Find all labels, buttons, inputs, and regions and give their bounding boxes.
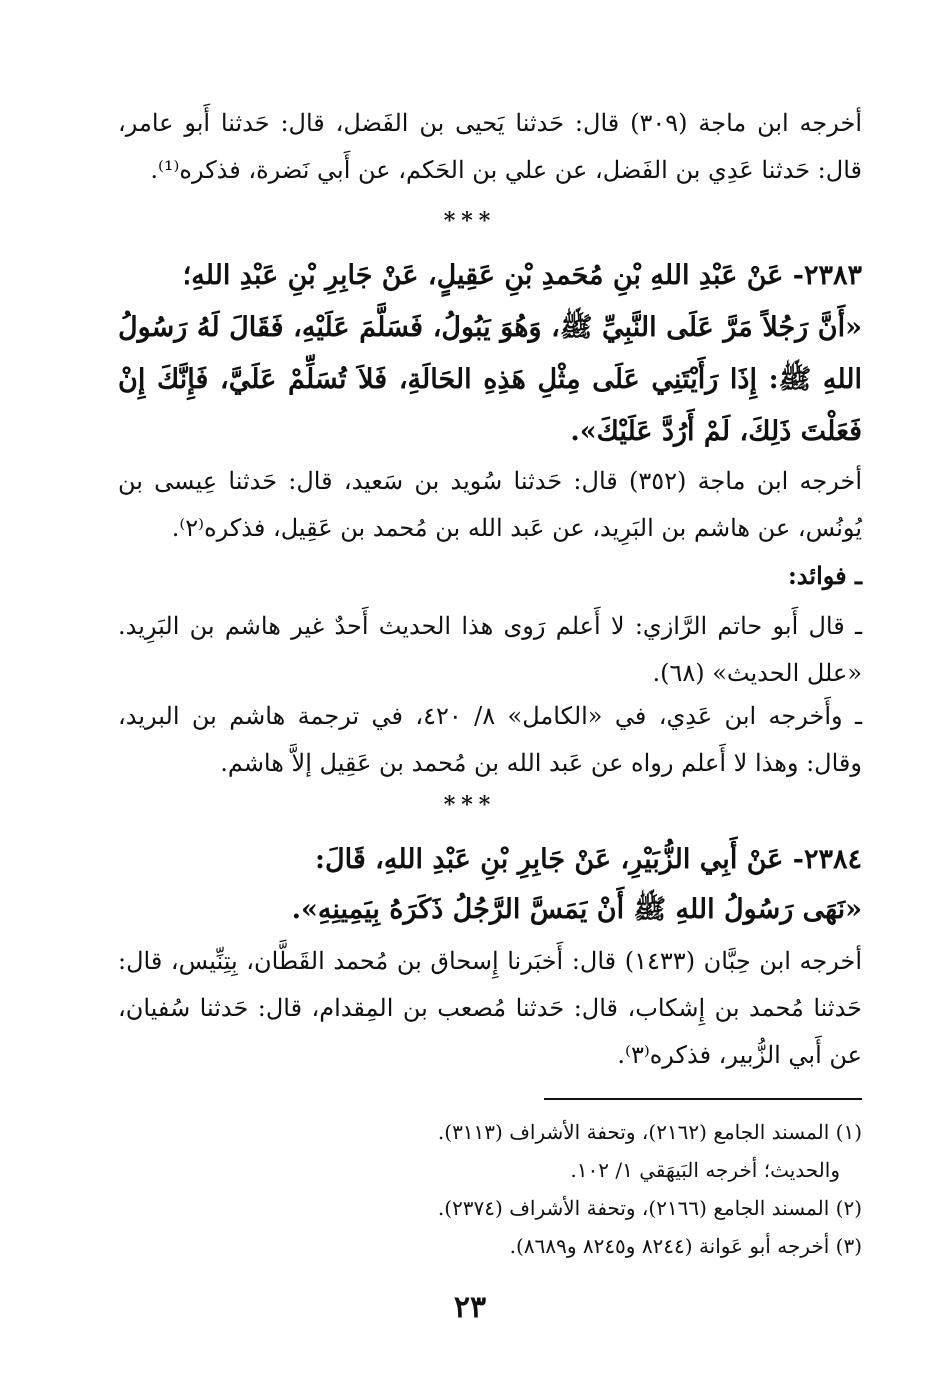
hadith-2384-text: «نَهَى رَسُولُ اللهِ ﷺ أَنْ يَمَسَّ الرَّجُلُ ذَكَرَهُ بِيَمِينِهِ». — [291, 894, 862, 925]
footnote-divider — [544, 1098, 862, 1100]
hadith-2384-chain: ٢٣٨٤- عَنْ أَبِي الزُّبَيْرِ، عَنْ جَابِرِ بْنِ عَبْدِ اللهِ، قَالَ: — [315, 844, 862, 875]
fawaid-note-2: ـ وأَخرجه ابن عَدِي، في «الكامل» ٨/ ٤٢٠، في ترجمة هاشم بن البريد، وقال: وهذا لا أَعلم رواه عن عَبد الله بن مُحمد بن عَقِيل إلاَّ هاشم. — [118, 702, 862, 777]
section-separator-1: *** — [443, 208, 497, 234]
section-separator-2: *** — [443, 792, 497, 818]
takhrij-paragraph-2: أخرجه ابن ماجة (٣٥٢) قال: حَدثنا سُويد بن سَعيد، قال: حَدثنا عِيسى بن يُونُس، عن هاشم بن البَرِيد، عن عَبد الله بن مُحمد بن عَقِيل، فذكره⁽٢⁾. — [118, 467, 862, 542]
footnote-1: (١) المسند الجامع (٢١٦٢)، وتحفة الأشراف (٣١١٣). — [437, 1120, 862, 1144]
fawaid-heading: ـ فوائد: — [787, 561, 862, 590]
footnotes — [118, 1113, 862, 1265]
hadith-2383-chain: ٢٣٨٣- عَنْ عَبْدِ اللهِ بْنِ مُحَمدِ بْنِ عَقِيلٍ، عَنْ جَابِرِ بْنِ عَبْدِ اللهِ؛ — [182, 260, 862, 291]
fawaid-note-1: ـ قال أَبو حاتم الرَّازي: لا أَعلم رَوى هذا الحديث أَحدٌ غير هاشم بن البَرِيد. «علل الحديث» (٦٨). — [118, 612, 862, 687]
takhrij-paragraph-3: أخرجه ابن حِبَّان (١٤٣٣) قال: أَخبَرنا إِسحاق بن مُحمد القَطَّان، بِتِنِّيس، قال: حَدثنا مُحمد بن إِشكاب، قال: حَدثنا مُصعب بن المِقدام، قال: حَدثنا سُفيان، عن أَبي الزُّبير، فذكره⁽٣⁾. — [118, 947, 863, 1069]
footnote-2: (٢) المسند الجامع (٢١٦٦)، وتحفة الأشراف (٢٣٧٤). — [437, 1196, 862, 1220]
page-number: ٢٣ — [453, 1290, 487, 1325]
footnote-3: (٣) أخرجه أبو عَوانة (٨٢٤٤ و٨٢٤٥ و٨٦٨٩). — [509, 1234, 862, 1258]
takhrij-paragraph-1: أخرجه ابن ماجة (٣٠٩) قال: حَدثنا يَحيى بن الفَضل، قال: حَدثنا أَبو عامر، قال: حَدثنا عَدِي بن الفَضل، عن علي بن الحَكم، عن أَبي نَضرة، فذكره⁽¹⁾. — [118, 109, 863, 184]
footnote-1-continuation: والحديث؛ أخرجه البَيهَقي ١/ ١٠٢. — [570, 1158, 840, 1182]
hadith-2383-text: «أَنَّ رَجُلاً مَرَّ عَلَى النَّبِيِّ ﷺ، وَهُوَ يَبُولُ، فَسَلَّمَ عَلَيْهِ، فَقَالَ لَهُ رَسُولُ اللهِ ﷺ: إِذَا رَأَيْتَنِي عَلَى مِثْلِ هَذِهِ الحَالَةِ، فَلاَ تُسَلِّمْ عَلَيَّ، فَإِنَّكَ إِنْ فَعَلْتَ ذَلِكَ، لَمْ أَرُدَّ عَلَيْكَ». — [118, 312, 862, 447]
